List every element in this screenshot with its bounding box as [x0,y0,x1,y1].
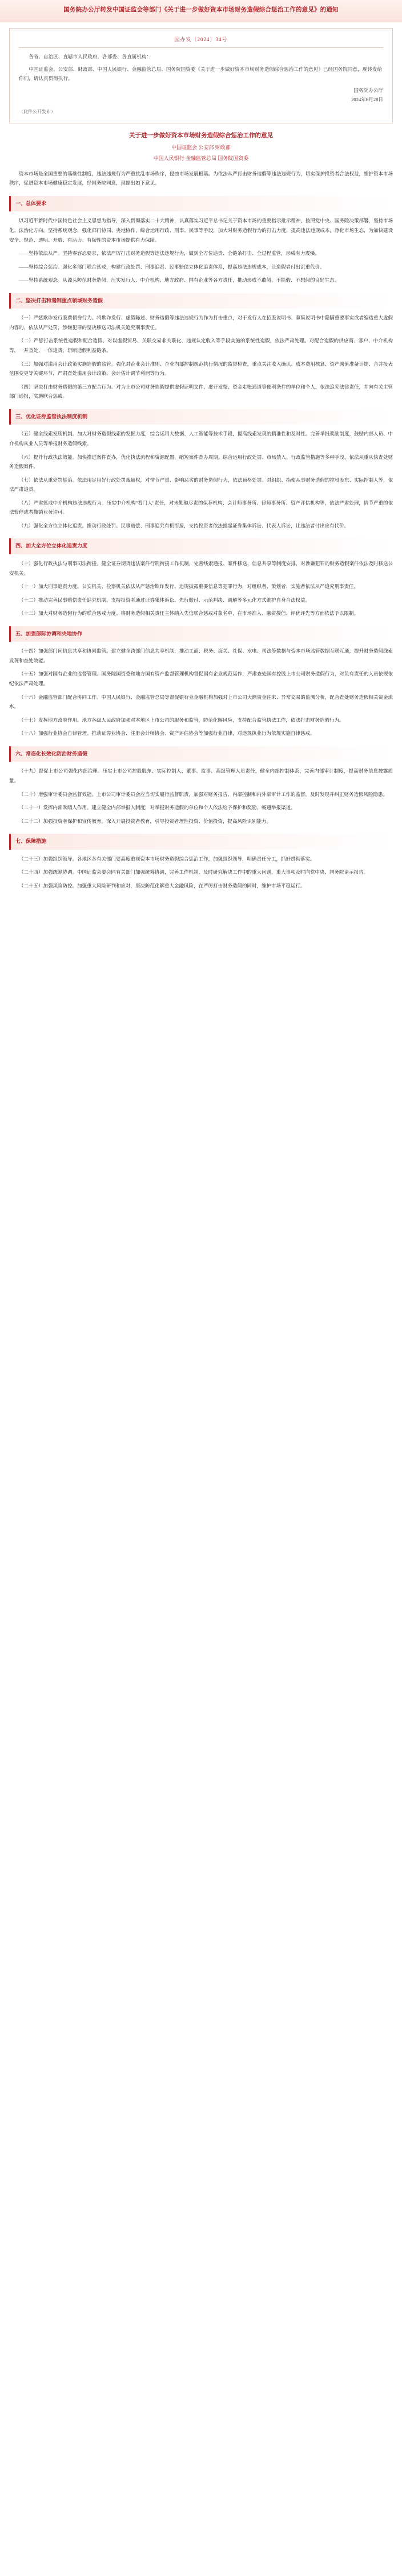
chapter-heading-7: 七、保障措施 [9,834,393,850]
paragraph: （五）健全线索发现机制。加大对财务造假线索的发掘力度，综合运用大数据、人工智能等技术手段，提高线索发现的精准性和及时性。完善举报奖励制度，鼓励内部人员、中介机构从业人员等举报财务造假线索。 [9,431,393,446]
paragraph: （六）提升行政执法效能。加快推进案件查办，优化执法流程和资源配置，缩短案件查办周期。综合运用行政处罚、市场禁入、行政监管措施等多种手段，依法从重从快查处财务造假案件。 [9,454,393,470]
paragraph: （二十一）发挥内部吹哨人作用。建立健全内部举报人制度，对举报财务造假的单位和个人依法给予保护和奖励，畅通举报渠道。 [19,805,296,811]
paragraph: （二十四）加强统筹协调。中国证监会要会同有关部门加强统筹协调，完善工作机制，及时研究解决工作中的重大问题，重大事项及时向党中央、国务院请示报告。 [19,869,369,875]
paragraph: （十三）加大对财务造假行为的联合惩戒力度。将财务造假相关责任主体纳入失信联合惩戒对象名单，在市场准入、融资授信、评优评先等方面依法予以限制。 [19,610,359,617]
chapter-heading-5: 五、加强部际协调和央地协作 [9,626,393,642]
paragraph: （一）严惩欺诈发行股票债券行为。将欺诈发行、虚假陈述、财务造假等违法违规行为作为打击重点，对于发行人在招股说明书、募集说明书中隐瞒重要事实或者编造重大虚假内容的，依法从严处罚，涉嫌犯罪的坚决移送司法机关追究刑事责任。 [9,315,393,330]
footer-spacer [0,894,402,906]
paragraph: （十八）加强行业协会自律管理。推动证券业协会、注册会计师协会、资产评估协会等加强行业自律，对违规执业行为依规实施自律惩戒。 [19,730,315,737]
paragraph: （二）严惩打击系统性造假和配合造假。对以虚假贸易、关联交易非关联化、违规认定收入等手段实施的系统性造假，依法严肃处理。对配合造假的供应商、客户、中介机构等，一并查处、一体追责，斩断造假利益链条。 [9,338,393,354]
paragraph: （二十二）加强投资者保护和宣传教育。深入开展投资者教育，引导投资者理性投资、价值投资，提高风险识别能力。 [19,818,272,824]
paragraph: （九）强化全方位立体化追责。推动行政处罚、民事赔偿、刑事追究有机衔接，支持投资者依法提起证券集体诉讼、代表人诉讼，让违法者付出应有代价。 [19,522,349,529]
opinion-title: 关于进一步做好资本市场财务造假综合惩治工作的意见 [129,133,273,139]
paragraph: （十）强化行政执法与刑事司法衔接。健全证券期货违法案件行刑衔接工作机制，完善线索通报、案件移送、信息共享等制度安排，对涉嫌犯罪的财务造假案件依法及时移送公安机关。 [9,561,393,576]
paragraph: （四）坚决打击财务造假的第三方配合行为。对为上市公司财务造假提供虚假证明文件、虚开发票、资金走账通道等便利条件的单位和个人，依法追究法律责任，并向有关主管部门通报，实施联合惩戒。 [9,383,393,399]
paragraph: ——坚持依法从严。坚持零容忍要求，依法严厉打击财务造假等违法违规行为，做到全方位追责、全链条打击、全过程监管，形成有力震慑。 [19,250,320,257]
issuer-line-1: 中国证监会 公安部 财政部 [171,145,231,151]
paragraph: （二十五）加强风险防控。加强重大风险研判和应对，坚决防范化解重大金融风险，在严厉打击财务造假的同时，维护市场平稳运行。 [19,882,305,889]
chapter-heading-2: 二、坚决打击和遏制重点领域财务造假 [9,293,393,309]
paragraph: （十二）推动完善民事赔偿责任追究机制。支持投资者通过证券集体诉讼、先行赔付、示范判决、调解等多元化方式维护自身合法权益。 [19,597,311,603]
opinion-header [9,131,393,163]
paragraph: （二十三）加强组织领导。各地区各有关部门要高度重视资本市场财务造假综合惩治工作，加强组织领导，明确责任分工，抓好贯彻落实。 [19,855,315,862]
notice-body [19,53,383,83]
paragraph: （十五）加强对国有企业的监督管理。国务院国资委和地方国有资产监督管理机构督促国有企业规范运作，严肃查处国有控股上市公司财务造假行为，对负有责任的人员依规依纪依法严肃处理。 [9,671,393,687]
banner [0,0,402,22]
chapter-heading-3: 三、优化证券监管执法制度机制 [9,409,393,425]
paragraph: ——坚持综合惩治。强化多部门联合惩戒，构建行政处罚、刑事追责、民事赔偿立体化追责体系，提高违法违规成本，让造假者付出沉重代价。 [19,263,325,270]
issuer-line-2: 中国人民银行 金融监管总局 国务院国资委 [153,155,249,162]
banner-title: 国务院办公厅转发中国证监会等部门《关于进一步做好资本市场财务造假综合惩治工作的意见》的通知 [63,7,339,13]
paragraph: 以习近平新时代中国特色社会主义思想为指导，深入贯彻落实二十大精神，认真落实习近平总书记关于资本市场的重要指示批示精神，按照党中央、国务院决策部署，坚持市场化、法治化方向，坚持系统观念，强化部门协同、央地协作，综合运用行政、刑事、民事等手段，加大对财务造假行为的打击力度，提高违法违规成本，净化市场生态，为加快建设安全、规范、透明、开放、有活力、有韧性的资本市场提供有力保障。 [9,218,393,243]
notice-paragraph: 各省、自治区、直辖市人民政府，各部委、各直属机构： [29,53,152,59]
chapter-heading-6: 六、常态化长效化防治财务造假 [9,746,393,762]
paragraph: （十七）发挥地方政府作用。地方各级人民政府加强对本地区上市公司的服务和监管，防范化解风险，支持配合监管执法工作，依法打击财务造假行为。 [19,717,344,723]
chapter-heading-1: 一、总体要求 [9,196,393,212]
notice-paragraph: 中国证监会、公安部、财政部、中国人民银行、金融监管总局、国务院国资委《关于进一步做好资本市场财务造假综合惩治工作的意见》已经国务院同意，现转发给你们，请认真贯彻执行。 [19,66,382,81]
signature-org: 国务院办公厅 [353,87,383,94]
paragraph: （十六）金融监管部门配合协同工作。中国人民银行、金融监管总局等督促银行业金融机构加强对上市公司大额资金往来、异常交易的监测分析，配合查处财务造假相关资金流水。 [9,694,393,710]
chapter-heading-4: 四、加大全方位立体化追责力度 [9,538,393,554]
notice-card [9,28,393,124]
paragraph: （十一）加大刑事追责力度。公安机关、检察机关依法从严惩治欺诈发行、违规披露重要信息等犯罪行为，对组织者、策划者、实施者依法从严追究刑事责任。 [19,583,359,590]
paragraph: （十四）加强部门间信息共享和协同监管。建立健全跨部门信息共享机制，推动工商、税务、海关、社保、水电、司法等数据与资本市场监管数据互联互通，提升财务造假线索发现和查处效能。 [9,648,393,663]
paragraph: （七）依法从重处罚惩治。依法用足用好行政处罚裁量权，对情节严重、影响恶劣的财务造假行为，依法顶格处罚。对组织、指使从事财务造假的控股股东、实际控制人等，依法严肃追责。 [9,477,393,493]
paragraph: （二十）增强审计委员会监督效能。上市公司审计委员会应当切实履行监督职责，加强对财务报告、内部控制和内外部审计工作的监督，及时发现并纠正财务造假风险隐患。 [19,791,388,797]
signature-date: 2024年6月28日 [351,96,383,102]
paragraph: ——坚持系统观念。从源头防范财务造假，压实发行人、中介机构、地方政府、国有企业等各方责任，推动形成不敢假、不能假、不想假的良好生态。 [19,277,340,283]
publication-note: （此件公开发布） [19,109,55,115]
document-number: 国办发〔2024〕34号 [174,36,228,42]
divider [19,47,383,48]
signature [19,86,383,104]
opinion-content [9,169,393,891]
paragraph: （十九）督促上市公司强化内部治理。压实上市公司控股股东、实际控制人、董事、监事、高级管理人员责任，健全内部控制体系，完善内部审计制度，提高财务信息披露质量。 [9,768,393,783]
paragraph: （八）严肃惩戒中介机构违法违规行为。压实中介机构"看门人"责任，对未勤勉尽责的保荐机构、会计师事务所、律师事务所、资产评估机构等，依法严肃处理，情节严重的依法暂停或者撤销业务许可。 [9,499,393,515]
preamble: 资本市场是全国重要的基础性制度，违法违规行为严重扰乱市场秩序，侵蚀市场发展根基。为依法从严打击财务造假等违法违规行为，切实保护投资者合法权益，维护资本市场秩序，促进资本市场健康稳定发展，经国务院同意，现提出如下意见。 [9,170,393,186]
paragraph: （三）加强对滥用会计政策实施造假的监管。强化对企业会计准则、企业内部控制规范执行情况的监督检查，重点关注收入确认、成本费用核算、资产减值准备计提、合并报表范围变更等关键环节，严肃查处滥用会计政策、会计估计调节利润等行为。 [9,361,393,377]
